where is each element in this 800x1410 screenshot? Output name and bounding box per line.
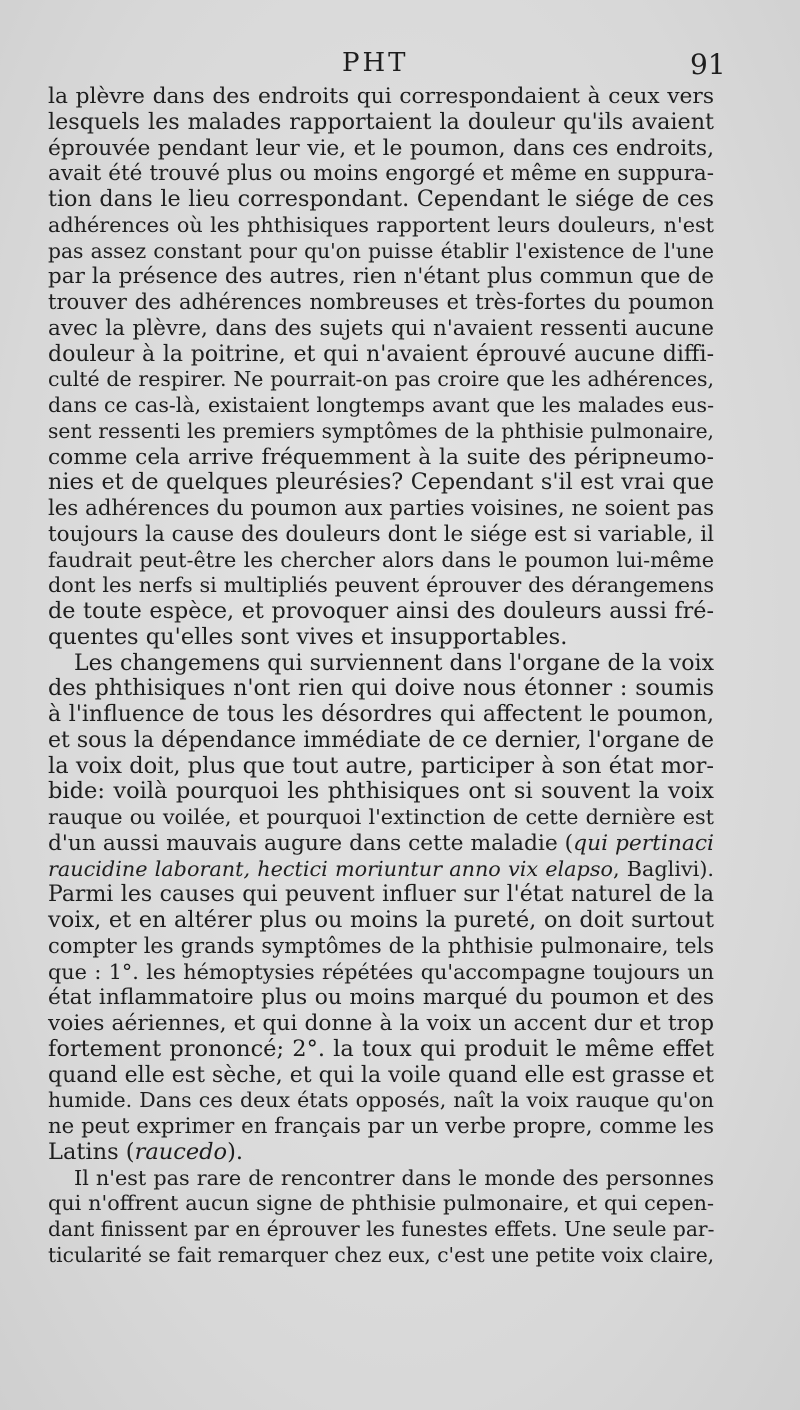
text-line: trouver des adhérences nombreuses et très-fortes du poumon xyxy=(48,290,714,314)
text-line: et sous la dépendance immédiate de ce dernier, l'organe de xyxy=(48,727,714,753)
text-line: ne peut exprimer en français par un verbe propre, comme les xyxy=(48,1114,714,1139)
text-line: avec la plèvre, dans des sujets qui n'avaient ressenti aucune xyxy=(48,315,714,341)
text-line: à l'influence de tous les désordres qui affectent le poumon, xyxy=(48,702,714,727)
text-line: Il n'est pas rare de rencontrer dans le monde des personnes xyxy=(74,1165,714,1190)
text-line: quand elle est sèche, et qui la voile quand elle est grasse et xyxy=(48,1062,714,1088)
text-line: par la présence des autres, rien n'étant plus commun que de xyxy=(48,264,714,290)
latin-quote: raucidine laborant, hectici moriuntur anno vix elapso xyxy=(48,856,613,881)
text-line: dont les nerfs si multipliés peuvent éprouver des dérangemens xyxy=(48,573,714,598)
text-line: de toute espèce, et provoquer ainsi des douleurs aussi fré- xyxy=(48,598,714,624)
text-line: que : 1°. les hémoptysies répétées qu'accompagne toujours un xyxy=(48,959,714,984)
page-number: 91 xyxy=(690,48,726,81)
text-span: ). xyxy=(227,1138,244,1165)
text-line: ticularité se fait remarquer chez eux, c'est une petite voix claire, xyxy=(48,1242,715,1267)
text-line: Les changemens qui surviennent dans l'organe de la voix xyxy=(74,650,714,676)
text-line: comme cela arrive fréquemment à la suite des péripneumo- xyxy=(48,444,714,470)
text-span: d'un aussi mauvais augure dans cette maladie ( xyxy=(48,830,574,856)
text-line: fortement prononcé; 2°. la toux qui produit le même effet xyxy=(48,1035,714,1062)
page-header xyxy=(0,48,800,82)
text-line: sent ressenti les premiers symptômes de la phthisie pulmonaire, xyxy=(48,418,714,443)
text-line: faudrait peut-être les chercher alors dans le poumon lui-même xyxy=(48,547,714,572)
text-line xyxy=(48,857,714,883)
text-span: , Baglivi). xyxy=(612,856,715,881)
text-line: les adhérences du poumon aux parties voisines, ne soient pas xyxy=(48,496,714,521)
text-line: adhérences où les phthisiques rapportent leurs douleurs, n'est xyxy=(48,212,714,237)
text-line: pas assez constant pour qu'on puisse établir l'existence de l'une xyxy=(48,238,714,263)
body-text xyxy=(48,84,714,1269)
text-line: voix, et en altérer plus ou moins la pureté, on doit surtout xyxy=(48,907,714,933)
text-line: dans ce cas-là, existaient longtemps avant que les malades eus- xyxy=(48,393,714,417)
text-line: voies aériennes, et qui donne à la voix un accent dur et trop xyxy=(48,1011,714,1036)
text-line xyxy=(48,1140,714,1166)
text-line xyxy=(48,831,714,857)
text-line: Parmi les causes qui peuvent influer sur l'état naturel de la xyxy=(48,882,714,908)
text-line: dant finissent par en éprouver les funestes effets. Une seule par- xyxy=(48,1217,715,1241)
text-line: toujours la cause des douleurs dont le siége est si variable, il xyxy=(48,521,714,547)
text-line: quentes qu'elles sont vives et insupportables. xyxy=(48,623,568,650)
text-line: lesquels les malades rapportaient la douleur qu'ils avaient xyxy=(48,108,714,135)
latin-quote: qui pertinaci xyxy=(573,830,714,856)
text-line: humide. Dans ces deux états opposés, naît la voix rauque qu'on xyxy=(48,1088,714,1113)
latin-word: raucedo xyxy=(134,1138,228,1165)
text-line: compter les grands symptômes de la phthisie pulmonaire, tels xyxy=(48,933,714,958)
paragraph-1 xyxy=(48,84,714,651)
paragraph-3 xyxy=(48,1166,714,1269)
text-line: bide: voilà pourquoi les phthisiques ont si souvent la voix xyxy=(48,778,714,805)
text-span: Latins ( xyxy=(48,1138,135,1165)
text-line: rauque ou voilée, et pourquoi l'extinction de cette dernière est xyxy=(48,805,714,829)
text-line: la voix doit, plus que tout autre, participer à son état mor- xyxy=(48,752,714,779)
text-line: éprouvée pendant leur vie, et le poumon, dans ces endroits, xyxy=(48,135,714,161)
text-line: des phthisiques n'ont rien qui doive nous étonner : soumis xyxy=(48,675,714,702)
text-line: état inflammatoire plus ou moins marqué du poumon et des xyxy=(48,985,714,1011)
text-line: douleur à la poitrine, et qui n'avaient éprouvé aucune diffi- xyxy=(48,341,714,367)
text-line: la plèvre dans des endroits qui correspondaient à ceux vers xyxy=(48,84,714,109)
running-head: PHT xyxy=(342,48,409,78)
text-line: avait été trouvé plus ou moins engorgé et même en suppura- xyxy=(48,161,714,187)
paragraph-2 xyxy=(48,651,714,1166)
text-line: tion dans le lieu correspondant. Cependant le siége de ces xyxy=(48,186,714,212)
text-line: nies et de quelques pleurésies? Cependant s'il est vrai que xyxy=(48,469,714,496)
text-line: culté de respirer. Ne pourrait-on pas croire que les adhérences, xyxy=(48,367,714,392)
text-line: qui n'offrent aucun signe de phthisie pulmonaire, et qui cepen- xyxy=(48,1191,714,1216)
